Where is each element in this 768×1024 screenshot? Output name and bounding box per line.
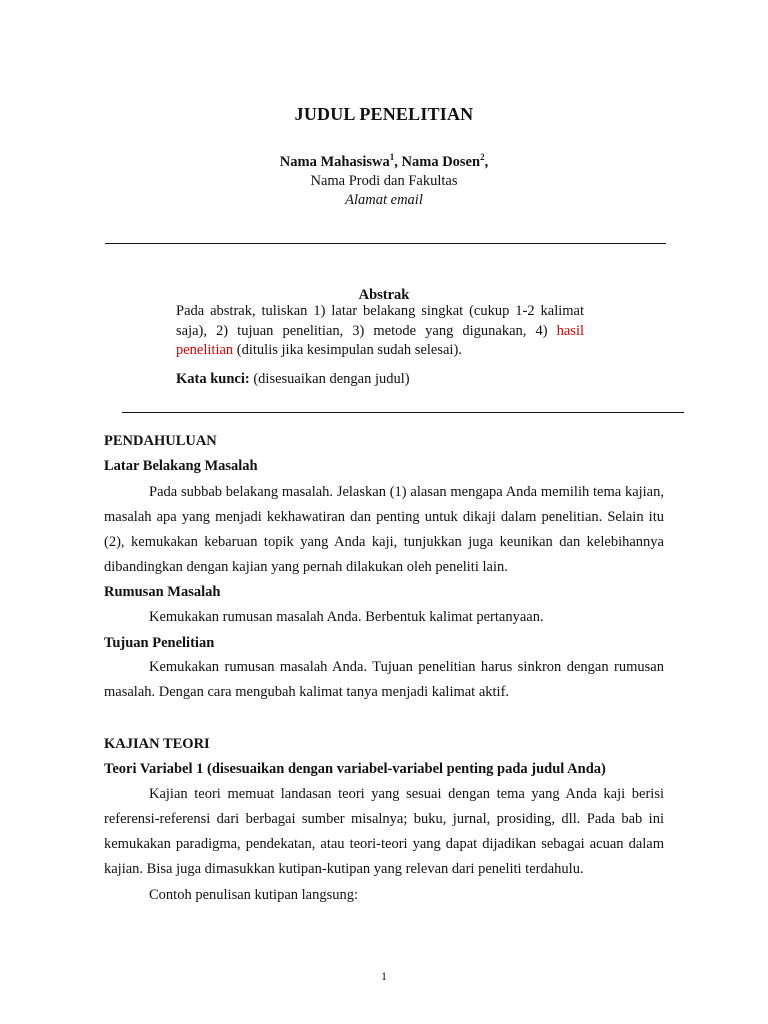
student-name: Nama Mahasiswa [279, 154, 390, 170]
bottom-divider [122, 412, 684, 413]
subsection-heading-teori: Teori Variabel 1 (disesuaikan dengan variabel-variabel penting pada judul Anda) [104, 761, 606, 777]
paragraph-rumusan [104, 605, 664, 630]
paragraph-latar-text: Pada subbab belakang masalah. Jelaskan (1) alasan mengapa Anda memilih tema kajian, masalah apa yang menjadi kekhawatiran dan penting untuk dikaji dalam penelitian. Selain itu (2), kemukakan kebaruan topik yang Anda kaji, tunjukkan juga keunikan dan kelebihannya dibandingkan dengan kajian yang pernah dilakukan oleh peneliti lain. [104, 484, 664, 575]
author-superscript-2: 2 [480, 152, 485, 163]
subsection-heading-rumusan: Rumusan Masalah [104, 584, 221, 600]
author-names [0, 153, 768, 172]
keywords-value: (disesuaikan dengan judul) [253, 371, 410, 387]
paper-title: JUDUL PENELITIAN [294, 104, 474, 124]
section-heading-pendahuluan: PENDAHULUAN [104, 433, 217, 449]
paragraph-contoh-text: Contoh penulisan kutipan langsung: [149, 887, 359, 903]
author-superscript-1: 1 [389, 152, 395, 163]
section-heading-kajian: KAJIAN TEORI [104, 736, 210, 752]
author-trailing-comma: , [484, 154, 489, 170]
paragraph-teori [104, 782, 664, 882]
paragraph-tujuan [104, 655, 664, 705]
paragraph-contoh [104, 887, 664, 904]
top-divider [105, 243, 666, 244]
abstract-highlight: hasil penelitian [176, 322, 585, 358]
keywords-label: Kata kunci: [176, 371, 250, 387]
subsection-heading-latar: Latar Belakang Masalah [104, 458, 258, 474]
page-number: 1 [381, 969, 387, 983]
paragraph-tujuan-text: Kemukakan rumusan masalah Anda. Tujuan penelitian harus sinkron dengan rumusan masalah. Dengan cara mengubah kalimat tanya menjadi kalimat aktif. [104, 659, 664, 700]
email-address: Alamat email [345, 192, 423, 208]
keywords [176, 371, 584, 388]
abstract-text-end: (ditulis jika kesimpulan sudah selesai). [236, 342, 462, 358]
affiliation: Nama Prodi dan Fakultas [310, 173, 458, 189]
abstract-body [176, 302, 584, 361]
author-separator: , [394, 154, 402, 170]
abstract-heading: Abstrak [358, 287, 410, 303]
paragraph-rumusan-text: Kemukakan rumusan masalah Anda. Berbentuk kalimat pertanyaan. [149, 609, 544, 625]
paragraph-teori-text: Kajian teori memuat landasan teori yang sesuai dengan tema yang Anda kaji berisi referensi-referensi dari berbagai sumber misalnya; buku, jurnal, prosiding, dll. Pada bab ini kemukakan paradigma, pendekatan, atau teori-teori yang dapat dijadikan sebagai acuan dalam kajian. Bisa juga dimasukkan kutipan-kutipan yang relevan dari peneliti terdahulu. [104, 786, 664, 877]
subsection-heading-tujuan: Tujuan Penelitian [104, 635, 215, 651]
author-block [0, 153, 768, 210]
paragraph-latar [104, 480, 664, 580]
abstract-text: Pada abstrak, tuliskan 1) latar belakang singkat (cukup 1-2 kalimat saja), 2) tujuan penelitian, 3) metode yang digunakan, 4) [176, 303, 584, 339]
lecturer-name: Nama Dosen [401, 154, 481, 170]
